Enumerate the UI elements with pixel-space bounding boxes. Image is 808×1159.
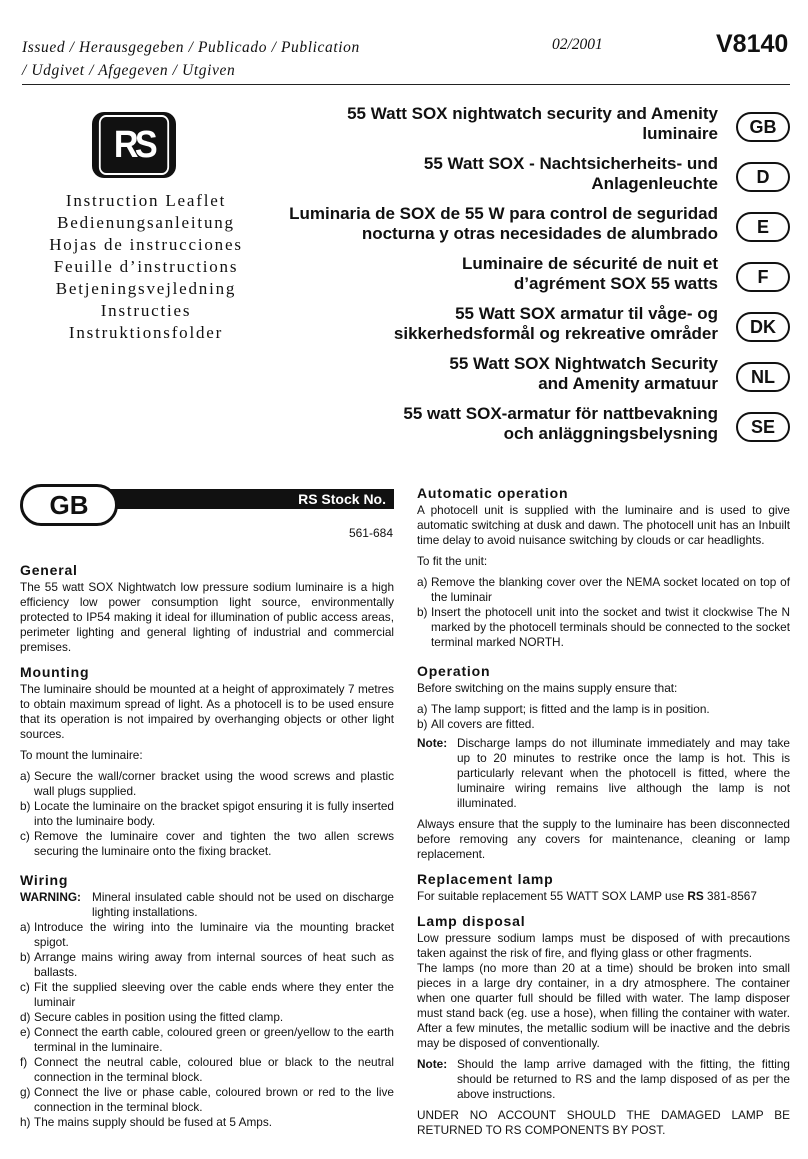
list-item: a) Remove the blanking cover over the NEMA socket located on top of the luminair	[417, 575, 790, 604]
title-text: Luminaria de SOX de 55 W para control de seguridad nocturna y otras necesidades de alumbrado	[289, 204, 718, 243]
general-text: The 55 watt SOX Nightwatch low pressure sodium luminaire is a high efficiency low power consumption light source, environmentally protected to IP54 making it ideal for illumination of public access areas, perimeter lighting and general lighting of industrial and commercial premises.	[20, 580, 394, 654]
auto-intro: To fit the unit:	[417, 554, 488, 568]
disposal-p2: The lamps (no more than 20 at a time) should be broken into small pieces in a large dry container, in a dry atmosphere. The container when one quarter full should be filled with water. The lamp disposer must stand back (eg. use a hose), when filling the container with water. After a few minutes, the metallic sodium will be inactive and the debris may be disposed of conventionally.	[417, 961, 790, 1050]
list-item: c) Remove the luminaire cover and tighten the two allen screws securing the luminaire onto the fixing bracket.	[20, 829, 394, 858]
list-item: b) Arrange mains wiring away from internal sources of heat such as ballasts.	[20, 950, 394, 979]
list-item: b) All covers are fitted.	[417, 717, 535, 731]
list-item: f) Connect the neutral cable, coloured blue or black to the neutral connection in the terminal block.	[20, 1055, 394, 1084]
language-badge: NL	[736, 362, 790, 392]
issued-line-1: Issued / Herausgegeben / Publicado / Publication	[22, 39, 360, 56]
rs-logo-text: RS	[99, 115, 169, 175]
operation-intro: Before switching on the mains supply ensure that:	[417, 681, 678, 695]
section-heading: General	[20, 562, 78, 578]
disposal-p1: Low pressure sodium lamps must be disposed of with precautions taken against the risk of fire, and flying glass or other fragments.	[417, 931, 790, 960]
list-item: d) Secure cables in position using the fitted clamp.	[20, 1010, 284, 1024]
gb-badge: GB	[20, 484, 118, 526]
rs-logo	[92, 112, 176, 178]
leaflet-title: Hojas de instrucciones	[49, 235, 243, 254]
operation-after: Always ensure that the supply to the luminaire has been disconnected before removing any covers for maintenance, cleaning or lamp replacement.	[417, 817, 790, 861]
issue-date: 02/2001	[552, 36, 603, 53]
section-heading: Operation	[417, 663, 491, 679]
section-heading: Lamp disposal	[417, 913, 526, 929]
disposal-final: UNDER NO ACCOUNT SHOULD THE DAMAGED LAMP BE RETURNED TO RS COMPONENTS BY POST.	[417, 1108, 790, 1137]
title-text: 55 watt SOX-armatur för nattbevakning och anläggningsbelysning	[403, 404, 718, 443]
stock-label: RS Stock No.	[70, 489, 394, 509]
title-text: 55 Watt SOX nightwatch security and Amenity luminaire	[347, 104, 718, 143]
leaflet-titles	[22, 190, 270, 344]
leaflet-title: Bedienungsanleitung	[57, 213, 235, 232]
title-text: 55 Watt SOX armatur til våge- og sikkerhedsformål og rekreative områder	[393, 304, 718, 343]
replacement-text: For suitable replacement 55 WATT SOX LAMP use RS 381-8567	[417, 889, 757, 903]
left-column	[20, 563, 394, 1130]
leaflet-title: Instructies	[100, 301, 192, 320]
list-item: g) Connect the live or phase cable, coloured brown or red to the live connection in the terminal block.	[20, 1085, 394, 1114]
section-heading: Automatic operation	[417, 485, 569, 501]
title-text: 55 Watt SOX - Nachtsicherheits- und Anlagenleuchte	[423, 154, 718, 193]
document-code: V8140	[716, 30, 789, 58]
list-item: a) Secure the wall/corner bracket using the wood screws and plastic wall plugs supplied.	[20, 769, 394, 798]
list-item: e) Connect the earth cable, coloured green or green/yellow to the earth terminal in the luminaire.	[20, 1025, 394, 1054]
language-badge: GB	[736, 112, 790, 142]
issued-line	[22, 36, 360, 82]
language-badge: D	[736, 162, 790, 192]
list-item: h) The mains supply should be fused at 5 Amps.	[20, 1115, 273, 1129]
list-item: a) The lamp support; is fitted and the lamp is in position.	[417, 702, 710, 716]
gb-section-header	[20, 484, 394, 528]
section-heading: Mounting	[20, 664, 90, 680]
auto-text: A photocell unit is supplied with the luminaire and is used to give automatic switching at dusk and dawn. The photocell unit has an Inbuilt time delay to avoid nuisance switching by clouds or car headlights.	[417, 503, 790, 547]
leaflet-title: Instruktionsfolder	[68, 323, 224, 342]
list-item: b) Insert the photocell unit into the socket and twist it clockwise The N marked by the photocell terminals should be connected to the socket terminal marked NORTH.	[417, 605, 790, 649]
language-badge: SE	[736, 412, 790, 442]
header-divider	[22, 84, 790, 85]
leaflet-title: Feuille d’instructions	[53, 257, 239, 276]
stock-number: 561-684	[348, 526, 393, 540]
list-item: b) Locate the luminaire on the bracket spigot ensuring it is fully inserted into the luminaire body.	[20, 799, 394, 828]
title-text: Luminaire de sécurité de nuit et d’agrément SOX 55 watts	[461, 254, 718, 293]
leaflet-title: Instruction Leaflet	[65, 191, 227, 210]
language-badge: F	[736, 262, 790, 292]
title-text: 55 Watt SOX Nightwatch Security and Amenity armatuur	[449, 354, 718, 393]
disposal-note: Note: Should the lamp arrive damaged with the fitting, the fitting should be returned to RS and the lamp disposed of as per the above instructions.	[417, 1057, 790, 1101]
list-item: a) Introduce the wiring into the luminaire via the mounting bracket spigot.	[20, 920, 394, 949]
mounting-intro: To mount the luminaire:	[20, 748, 143, 762]
operation-note: Note: Discharge lamps do not illuminate immediately and may take up to 20 minutes to restrike once the lamp is hot. This is particularly relevant when the photocell is fitted, where the luminaire wiring remains live although the lamp is not illuminated.	[417, 736, 790, 810]
right-column	[417, 486, 790, 1144]
leaflet-title: Betjeningsvejledning	[55, 279, 237, 298]
language-badge: E	[736, 212, 790, 242]
section-heading: Replacement lamp	[417, 871, 554, 887]
language-badge: DK	[736, 312, 790, 342]
list-item: c) Fit the supplied sleeving over the cable ends where they enter the luminair	[20, 980, 394, 1009]
warning-note: WARNING: Mineral insulated cable should not be used on discharge lighting installations.	[20, 890, 394, 919]
section-heading: Wiring	[20, 872, 69, 888]
mounting-text: The luminaire should be mounted at a height of approximately 7 metres to obtain maximum spread of light. As a photocell is to be used ensure that its operation is not impaired by overhanging objects or other light sources.	[20, 682, 394, 741]
issued-line-2: / Udgivet / Afgegeven / Utgiven	[22, 62, 236, 79]
